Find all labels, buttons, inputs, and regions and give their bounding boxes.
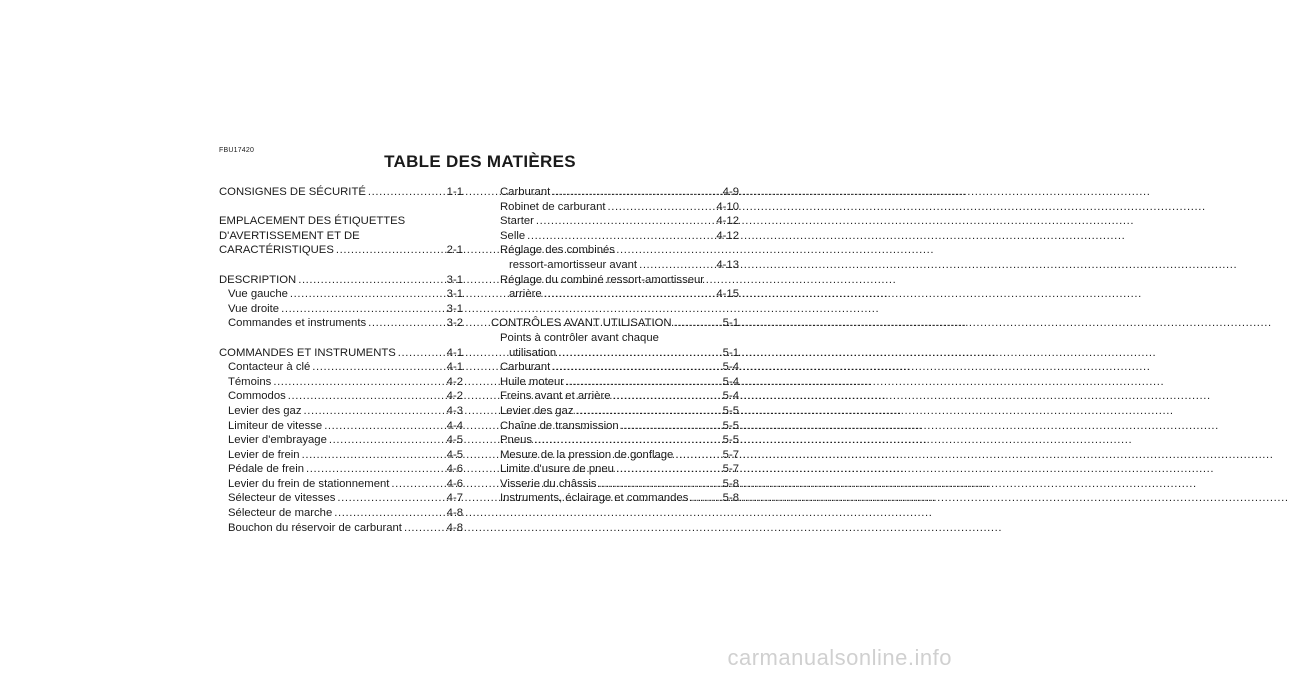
toc-entry[interactable] bbox=[491, 360, 739, 375]
toc-entry-title: Mesure de la pression de gonflage bbox=[500, 448, 674, 461]
toc-dot-leader bbox=[599, 477, 721, 492]
toc-entry[interactable] bbox=[491, 448, 739, 463]
toc-page-number: 5-5 bbox=[722, 434, 739, 447]
toc-entry-title: Selle bbox=[500, 229, 526, 242]
toc-page-number: 4-4 bbox=[446, 419, 463, 432]
toc-page-number: 3-1 bbox=[446, 302, 463, 315]
toc-page-number: 4-1 bbox=[446, 361, 463, 374]
toc-column-right bbox=[491, 185, 739, 506]
toc-entry[interactable] bbox=[491, 258, 739, 273]
toc-spacer bbox=[219, 331, 463, 346]
toc-dot-leader bbox=[527, 229, 714, 244]
toc-entry[interactable] bbox=[219, 273, 463, 288]
toc-page-number: 5-1 bbox=[722, 317, 739, 330]
toc-entry[interactable] bbox=[219, 243, 463, 258]
document-code: FBU17420 bbox=[219, 147, 255, 154]
toc-entry-title: Limiteur de vitesse bbox=[228, 419, 323, 432]
toc-entry[interactable] bbox=[491, 346, 739, 361]
toc-spacer bbox=[219, 200, 463, 215]
toc-entry-title: Sélecteur de marche bbox=[228, 507, 333, 520]
toc-page-number: 5-1 bbox=[722, 346, 739, 359]
toc-column-left bbox=[219, 185, 463, 535]
toc-page-number: 4-8 bbox=[446, 521, 463, 534]
toc-entry-title: CARACTÉRISTIQUES bbox=[219, 244, 334, 257]
toc-page-number: 2-1 bbox=[446, 244, 463, 257]
toc-dot-leader bbox=[306, 462, 445, 477]
toc-page-number: 4-15 bbox=[716, 288, 739, 301]
toc-entry[interactable] bbox=[219, 375, 463, 390]
toc-dot-leader bbox=[298, 273, 444, 288]
toc-page-number: 1-1 bbox=[446, 186, 463, 198]
toc-dot-leader bbox=[690, 491, 720, 506]
toc-dot-leader bbox=[368, 185, 445, 200]
toc-entry-title: Pneus bbox=[500, 434, 533, 447]
toc-dot-leader bbox=[544, 287, 715, 302]
toc-dot-leader bbox=[329, 433, 445, 448]
toc-entry-title: Contacteur à clé bbox=[228, 361, 311, 374]
toc-entry[interactable] bbox=[219, 419, 463, 434]
toc-page-number: 4-5 bbox=[446, 448, 463, 461]
page-title: TABLE DES MATIÈRES bbox=[384, 152, 576, 171]
toc-entry-title: Témoins bbox=[228, 375, 272, 388]
toc-page-number: 4-9 bbox=[722, 186, 739, 198]
toc-page-number: 5-4 bbox=[722, 375, 739, 388]
toc-dot-leader bbox=[558, 346, 721, 361]
toc-entry[interactable] bbox=[219, 448, 463, 463]
toc-page-number: 5-5 bbox=[722, 419, 739, 432]
toc-entry-title: Huile moteur bbox=[500, 375, 565, 388]
toc-dot-leader bbox=[552, 360, 720, 375]
toc-entry-title: Robinet de carburant bbox=[500, 200, 606, 213]
toc-dot-leader bbox=[368, 316, 445, 331]
toc-entry[interactable] bbox=[491, 462, 739, 477]
toc-page-number: 5-4 bbox=[722, 361, 739, 374]
toc-entry[interactable] bbox=[219, 360, 463, 375]
toc-page-number: 5-4 bbox=[722, 390, 739, 403]
toc-spacer bbox=[491, 302, 739, 317]
toc-entry[interactable] bbox=[491, 433, 739, 448]
toc-page-number: 3-1 bbox=[446, 288, 463, 301]
toc-page-number: 5-7 bbox=[722, 448, 739, 461]
toc-entry-line: Points à contrôler avant chaque bbox=[500, 331, 659, 344]
toc-dot-leader bbox=[613, 389, 721, 404]
toc-entry-title: Vue droite bbox=[228, 302, 280, 315]
toc-entry-title: Carburant bbox=[500, 361, 551, 374]
toc-spacer bbox=[219, 258, 463, 273]
toc-entry-title: arrière bbox=[509, 288, 542, 301]
toc-page-number: 5-7 bbox=[722, 463, 739, 476]
toc-dot-leader bbox=[336, 243, 445, 258]
toc-page-number: 5-8 bbox=[722, 477, 739, 490]
toc-dot-leader bbox=[288, 389, 445, 404]
toc-entry[interactable] bbox=[219, 185, 463, 200]
toc-page-number: 4-5 bbox=[446, 434, 463, 447]
toc-entry[interactable] bbox=[491, 214, 739, 229]
toc-dot-leader bbox=[312, 360, 444, 375]
toc-entry-title: Levier d'embrayage bbox=[228, 434, 327, 447]
toc-entry[interactable] bbox=[219, 287, 463, 302]
toc-dot-leader bbox=[552, 185, 720, 200]
toc-entry[interactable] bbox=[219, 491, 463, 506]
toc-page-number: 4-7 bbox=[446, 492, 463, 505]
toc-entry-line: EMPLACEMENT DES ÉTIQUETTES bbox=[219, 215, 406, 228]
toc-dot-leader bbox=[337, 491, 444, 506]
toc-entry[interactable] bbox=[491, 389, 739, 404]
toc-entry-title: ressort-amortisseur avant bbox=[509, 258, 638, 271]
toc-dot-leader bbox=[302, 448, 445, 463]
toc-entry[interactable] bbox=[219, 506, 463, 521]
toc-entry[interactable] bbox=[491, 229, 739, 244]
toc-dot-leader bbox=[391, 477, 444, 492]
toc-page-number: 3-2 bbox=[446, 317, 463, 330]
toc-dot-leader bbox=[334, 506, 444, 521]
toc-entry-title: Starter bbox=[500, 215, 534, 228]
toc-entry[interactable] bbox=[219, 346, 463, 361]
toc-page-number: 4-2 bbox=[446, 390, 463, 403]
toc-dot-leader bbox=[639, 258, 714, 273]
toc-dot-leader bbox=[290, 287, 445, 302]
toc-entry-title: Levier du frein de stationnement bbox=[228, 477, 390, 490]
toc-entry-title: Carburant bbox=[500, 186, 551, 198]
toc-entry-title: Bouchon du réservoir de carburant bbox=[228, 521, 402, 534]
toc-dot-leader bbox=[404, 521, 445, 536]
toc-dot-leader bbox=[621, 419, 721, 434]
toc-entry[interactable] bbox=[491, 375, 739, 390]
toc-page-number: 4-10 bbox=[716, 200, 739, 213]
toc-entry[interactable] bbox=[219, 316, 463, 331]
toc-entry-title: Levier des gaz bbox=[500, 404, 574, 417]
toc-dot-leader bbox=[566, 375, 721, 390]
toc-dot-leader bbox=[281, 302, 445, 317]
toc-page-number: 3-1 bbox=[446, 273, 463, 286]
toc-entry[interactable] bbox=[219, 433, 463, 448]
toc-entry-title: Levier des gaz bbox=[228, 404, 302, 417]
toc-entry[interactable] bbox=[219, 462, 463, 477]
toc-entry[interactable] bbox=[491, 287, 739, 302]
toc-page-number: 5-5 bbox=[722, 404, 739, 417]
toc-page-number: 4-8 bbox=[446, 507, 463, 520]
toc-entry[interactable] bbox=[219, 404, 463, 419]
toc-page-number: 4-3 bbox=[446, 404, 463, 417]
toc-dot-leader bbox=[536, 214, 714, 229]
toc-entry[interactable] bbox=[491, 316, 739, 331]
toc-entry-title: Instruments, éclairage et commandes bbox=[500, 492, 689, 505]
toc-entry[interactable] bbox=[219, 302, 463, 317]
toc-entry-line: Réglage des combinés bbox=[500, 244, 615, 257]
toc-dot-leader bbox=[303, 404, 444, 419]
toc-page-number: 4-12 bbox=[716, 215, 739, 228]
toc-entry-title: COMMANDES ET INSTRUMENTS bbox=[219, 346, 396, 359]
toc-entry-title: CONTRÔLES AVANT UTILISATION bbox=[491, 317, 672, 330]
toc-entry-title: Vue gauche bbox=[228, 288, 288, 301]
toc-dot-leader bbox=[675, 448, 720, 463]
toc-page-number: 4-6 bbox=[446, 477, 463, 490]
toc-dot-leader bbox=[324, 419, 444, 434]
toc-dot-leader bbox=[398, 346, 445, 361]
toc-entry[interactable] bbox=[491, 185, 739, 200]
toc-dot-leader bbox=[608, 200, 715, 215]
toc-page-number: 5-8 bbox=[722, 492, 739, 505]
toc-entry[interactable] bbox=[219, 389, 463, 404]
toc-entry-line: D'AVERTISSEMENT ET DE bbox=[219, 229, 360, 242]
toc-page-number: 4-12 bbox=[716, 229, 739, 242]
toc-page-number: 4-2 bbox=[446, 375, 463, 388]
toc-entry[interactable] bbox=[491, 200, 739, 215]
toc-entry-title: Pédale de frein bbox=[228, 463, 304, 476]
toc-entry-title: Commandes et instruments bbox=[228, 317, 367, 330]
toc-entry-line: Réglage du combiné ressort-amortisseur bbox=[500, 273, 705, 286]
toc-page-number: 4-13 bbox=[716, 258, 739, 271]
toc-entry-title: Sélecteur de vitesses bbox=[228, 492, 336, 505]
toc-entry-title: Visserie du châssis bbox=[500, 477, 597, 490]
toc-dot-leader bbox=[575, 404, 720, 419]
watermark: carmanualsonline.info bbox=[727, 645, 952, 670]
toc-dot-leader bbox=[534, 433, 721, 448]
toc-entry[interactable] bbox=[491, 404, 739, 419]
toc-dot-leader bbox=[616, 462, 721, 477]
toc-dot-leader bbox=[674, 316, 721, 331]
toc-dot-leader bbox=[273, 375, 444, 390]
toc-entry[interactable] bbox=[219, 521, 463, 536]
toc-entry-title: Levier de frein bbox=[228, 448, 300, 461]
toc-entry[interactable] bbox=[491, 477, 739, 492]
toc-entry-title: Limite d'usure de pneu bbox=[500, 463, 614, 476]
toc-entry-title: Commodos bbox=[228, 390, 286, 403]
toc-entry[interactable] bbox=[491, 419, 739, 434]
toc-entry-title: Freins avant et arrière bbox=[500, 390, 611, 403]
toc-page-number: 4-6 bbox=[446, 463, 463, 476]
toc-entry[interactable] bbox=[491, 491, 739, 506]
toc-entry[interactable] bbox=[219, 477, 463, 492]
toc-page-number: 4-1 bbox=[446, 346, 463, 359]
toc-entry-title: utilisation bbox=[509, 346, 557, 359]
toc-entry-title: DESCRIPTION bbox=[219, 273, 297, 286]
toc-entry-title: CONSIGNES DE SÉCURITÉ bbox=[219, 186, 366, 198]
toc-entry-title: Chaîne de transmission bbox=[500, 419, 619, 432]
